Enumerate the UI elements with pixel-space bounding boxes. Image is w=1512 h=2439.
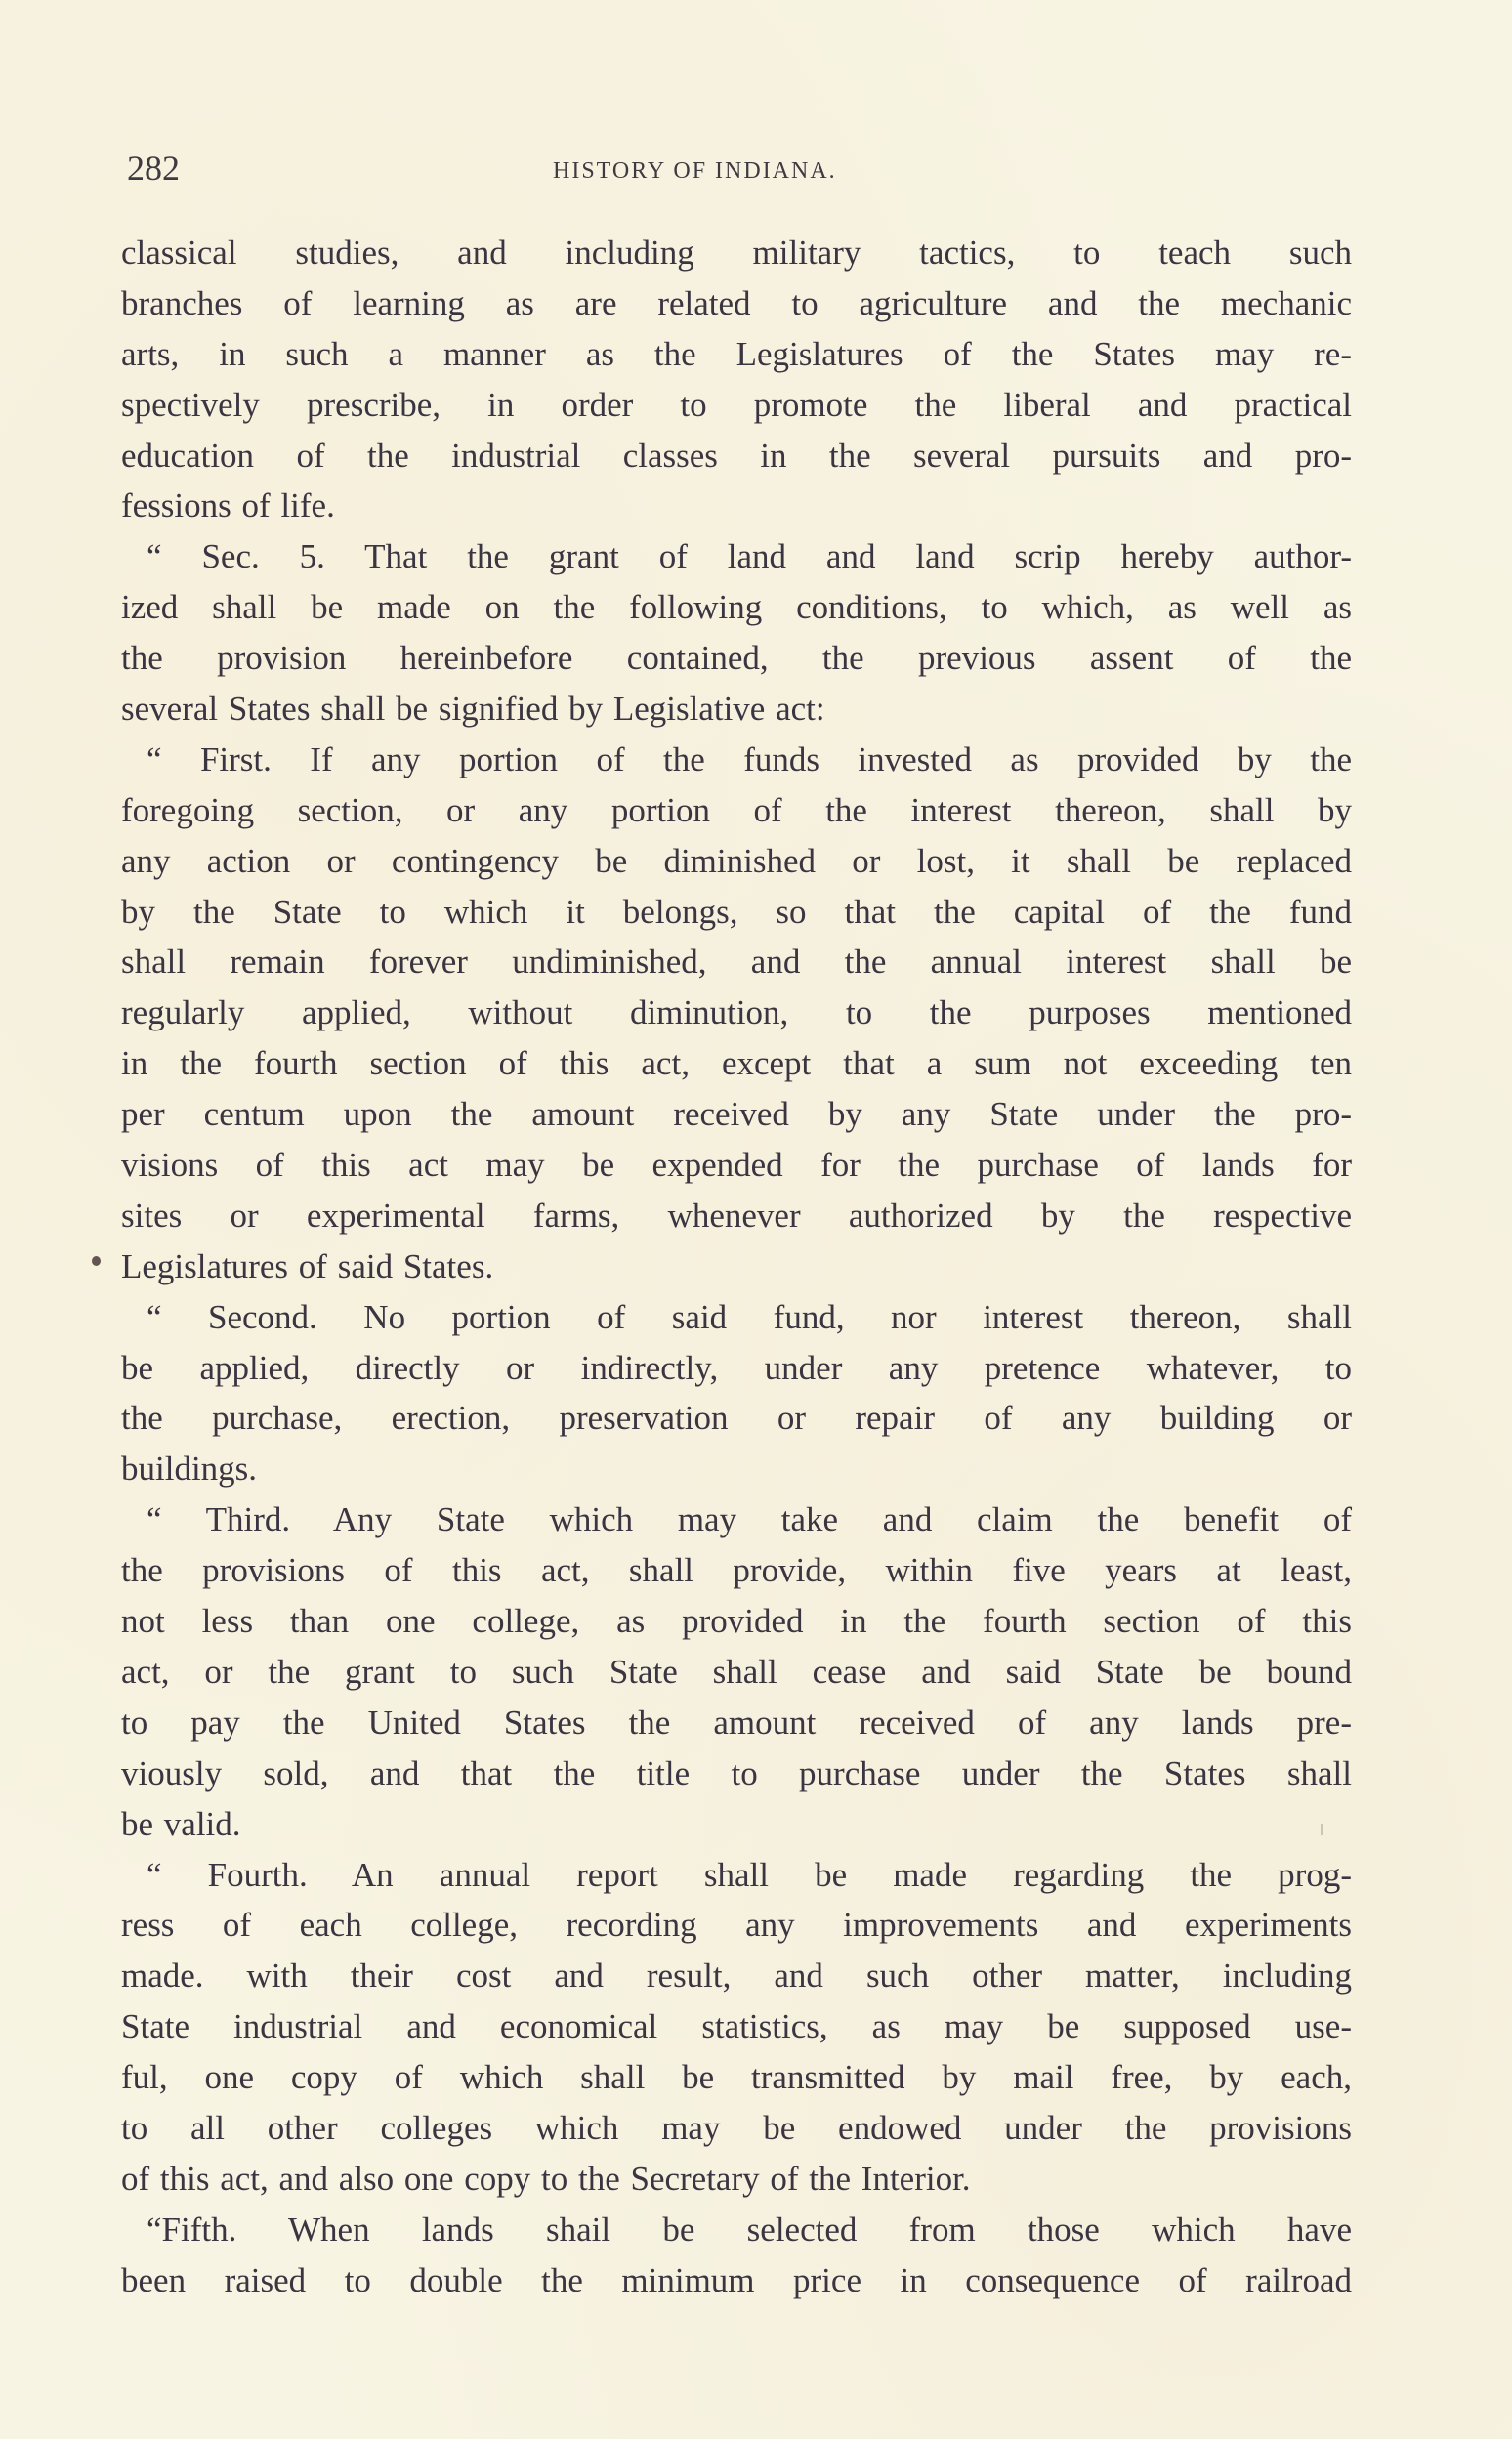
paper-mark	[1321, 1824, 1323, 1835]
text-line: made. with their cost and result, and such other matter, including	[121, 1956, 1352, 1996]
text-line: not less than one college, as provided in the fourth section of this	[121, 1602, 1352, 1641]
text-line: any action or contingency be diminished or lost, it shall be replaced	[121, 841, 1352, 880]
text-line: “ Fourth. An annual report shall be made regarding the prog-	[147, 1855, 1352, 1894]
ink-spot	[92, 1256, 101, 1266]
running-title: HISTORY OF INDIANA.	[553, 158, 837, 184]
text-line: spectively prescribe, in order to promote the liberal and practical	[121, 385, 1352, 424]
text-line: ful, one copy of which shall be transmitted by mail free, by each,	[121, 2058, 1352, 2097]
text-line: be valid.	[121, 1804, 241, 1843]
text-line: regularly applied, without diminution, to the purposes mentioned	[121, 993, 1352, 1032]
text-line: the provisions of this act, shall provide, within five years at least,	[121, 1551, 1352, 1590]
text-line: ress of each college, recording any improvements and experiments	[121, 1906, 1352, 1945]
text-line: education of the industrial classes in the several pursuits and pro-	[121, 436, 1352, 475]
body-text	[121, 228, 1352, 2306]
text-line: classical studies, and including military tactics, to teach such	[121, 233, 1352, 272]
text-line: sites or experimental farms, whenever authorized by the respective	[121, 1196, 1352, 1235]
text-line: “ Sec. 5. That the grant of land and land scrip hereby author-	[147, 537, 1352, 576]
text-line: Legislatures of said States.	[121, 1246, 494, 1285]
text-line: by the State to which it belongs, so that the capital of the fund	[121, 892, 1352, 931]
text-line: viously sold, and that the title to purchase under the States shall	[121, 1753, 1352, 1792]
text-line: of this act, and also one copy to the Secretary of the Interior.	[121, 2159, 971, 2198]
text-line: “ First. If any portion of the funds invested as provided by the	[147, 739, 1352, 778]
text-line: been raised to double the minimum price in consequence of railroad	[121, 2260, 1352, 2299]
text-line: act, or the grant to such State shall cease and said State be bound	[121, 1652, 1352, 1691]
text-line: visions of this act may be expended for the purchase of lands for	[121, 1146, 1352, 1185]
text-line: shall remain forever undiminished, and the annual interest shall be	[121, 943, 1352, 982]
text-line: foregoing section, or any portion of the interest thereon, shall by	[121, 790, 1352, 829]
text-line: fessions of life.	[121, 486, 335, 526]
text-line: several States shall be signified by Legislative act:	[121, 690, 825, 729]
text-line: buildings.	[121, 1450, 258, 1489]
text-line: per centum upon the amount received by any State under the pro-	[121, 1095, 1352, 1134]
text-line: ized shall be made on the following conditions, to which, as well as	[121, 588, 1352, 627]
text-line: branches of learning as are related to agriculture and the mechanic	[121, 283, 1352, 322]
text-line: the purchase, erection, preservation or repair of any building or	[121, 1399, 1352, 1438]
page-number: 282	[127, 148, 180, 188]
text-line: “Fifth. When lands shail be selected from those which have	[147, 2209, 1352, 2249]
text-line: the provision hereinbefore contained, the previous assent of the	[121, 639, 1352, 678]
text-line: arts, in such a manner as the Legislatures of the States may re-	[121, 334, 1352, 373]
text-line: to pay the United States the amount received of any lands pre-	[121, 1703, 1352, 1742]
text-line: in the fourth section of this act, except that a sum not exceeding ten	[121, 1044, 1352, 1083]
text-line: “ Third. Any State which may take and claim the benefit of	[147, 1500, 1352, 1539]
text-line: “ Second. No portion of said fund, nor interest thereon, shall	[147, 1297, 1352, 1336]
running-head	[127, 148, 1348, 188]
text-line: be applied, directly or indirectly, under any pretence whatever, to	[121, 1348, 1352, 1387]
text-line: State industrial and economical statistics, as may be supposed use-	[121, 2007, 1352, 2046]
text-line: to all other colleges which may be endowed under the provisions	[121, 2108, 1352, 2147]
